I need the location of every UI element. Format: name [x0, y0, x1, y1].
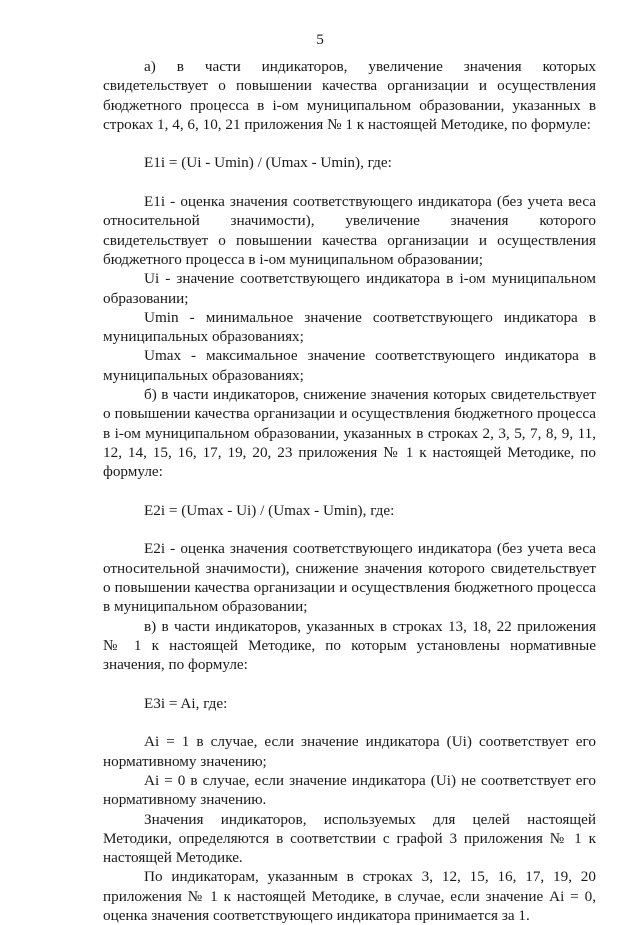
formula-e3: E3i = Ai, где:	[144, 694, 228, 712]
document-body	[103, 57, 596, 925]
paragraph-ai-0: Ai = 0 в случае, если значение индикатора (Ui) не соответствует его нормативному значению.	[103, 771, 596, 809]
paragraph-c: в) в части индикаторов, указанных в строках 13, 18, 22 приложения № 1 к настоящей Методике, по которым установлены нормативные значения, по формуле:	[103, 617, 596, 674]
spacer	[103, 675, 596, 694]
page-number: 5	[316, 31, 324, 48]
spacer	[103, 520, 596, 539]
paragraph-umax-definition: Umax - максимальное значение соответствующего индикатора в муниципальных образованиях;	[103, 347, 596, 384]
paragraph-values: Значения индикаторов, используемых для целей настоящей Методики, определяются в соответствии с графой 3 приложения № 1 к настоящей Методике.	[103, 810, 596, 867]
paragraph-ai-1: Ai = 1 в случае, если значение индикатора (Ui) соответствует его нормативному значению;	[103, 733, 596, 770]
paragraph-a: а) в части индикаторов, увеличение значения которых свидетельствует о повышении качества организации и осуществления бюджетного процесса в i-ом муниципальном образовании, указанных в строках 1, 4, 6, 10, 21 приложения № 1 к настоящей Методике, по формуле:	[103, 58, 596, 133]
formula-e2: E2i = (Umax - Ui) / (Umax - Umin), где:	[144, 501, 395, 519]
paragraph-indicators: По индикаторам, указанным в строках 3, 12, 15, 16, 17, 19, 20 приложения № 1 к настоящей Методике, в случае, если значение Ai = 0, оценка значения соответствующего индикатора принимается за 1.	[103, 868, 596, 925]
spacer	[103, 134, 596, 153]
paragraph-b: б) в части индикаторов, снижение значения которых свидетельствует о повышении качества организации и осуществления бюджетного процесса в i-ом муниципальном образовании, указанных в строках 2, 3, 5, 7, 8, 9, 11, 12, 14, 15, 16, 17, 19, 20, 23 приложения № 1 к настоящей Методике, по формуле:	[103, 386, 596, 481]
paragraph-ui-definition: Ui - значение соответствующего индикатора в i-ом муниципальном образовании;	[103, 270, 596, 307]
paragraph-e2-definition: E2i - оценка значения соответствующего индикатора (без учета веса относительной значимости), снижение значения которого свидетельствует о повышении качества организации и осуществления бюджетного процесса в муниципальном образовании;	[103, 540, 596, 616]
paragraph-e1-definition: E1i - оценка значения соответствующего индикатора (без учета веса относительной значимости), увеличение значения которого свидетельствует о повышении качества организации и осуществления бюджетного процесса в i-ом муниципальном образовании;	[103, 193, 596, 268]
spacer	[103, 713, 596, 732]
spacer	[103, 482, 596, 501]
spacer	[103, 173, 596, 192]
paragraph-umin-definition: Umin - минимальное значение соответствующего индикатора в муниципальных образованиях;	[103, 308, 596, 346]
formula-e1: E1i = (Ui - Umin) / (Umax - Umin), где:	[144, 154, 392, 172]
